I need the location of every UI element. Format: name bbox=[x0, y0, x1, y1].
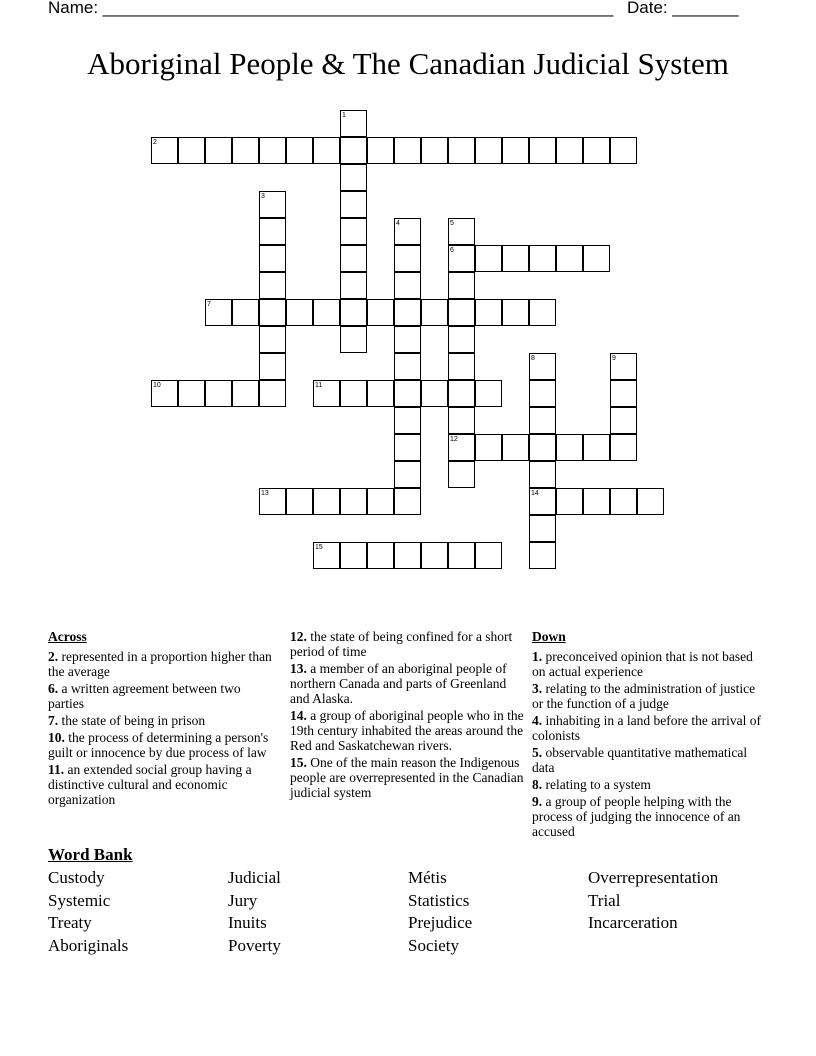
grid-cell[interactable] bbox=[259, 245, 286, 272]
grid-cell[interactable] bbox=[286, 488, 313, 515]
grid-cell[interactable] bbox=[286, 299, 313, 326]
clue-number: 3 bbox=[261, 193, 265, 200]
clue-number-label: 10. bbox=[48, 730, 65, 745]
clue-text: preconceived opinion that is not based on actual experience bbox=[532, 649, 753, 679]
clue-item bbox=[48, 713, 278, 728]
clue-number: 1 bbox=[342, 112, 346, 119]
grid-cell[interactable] bbox=[610, 137, 637, 164]
word-bank-item: Poverty bbox=[228, 936, 281, 955]
clue-number-label: 15. bbox=[290, 755, 307, 770]
grid-cell[interactable] bbox=[259, 299, 286, 326]
grid-cell[interactable] bbox=[529, 542, 556, 569]
grid-cell[interactable] bbox=[448, 137, 475, 164]
grid-cell[interactable] bbox=[367, 542, 394, 569]
grid-cell[interactable] bbox=[448, 353, 475, 380]
grid-cell[interactable] bbox=[232, 380, 259, 407]
grid-cell[interactable] bbox=[313, 137, 340, 164]
clue-item bbox=[48, 649, 278, 679]
grid-cell[interactable] bbox=[340, 164, 367, 191]
grid-cell[interactable] bbox=[394, 488, 421, 515]
grid-cell[interactable] bbox=[394, 299, 421, 326]
grid-cell[interactable] bbox=[475, 542, 502, 569]
grid-cell[interactable] bbox=[313, 299, 340, 326]
grid-cell[interactable] bbox=[502, 299, 529, 326]
word-bank-item: Society bbox=[408, 936, 459, 955]
date-field: Date: _______ bbox=[627, 0, 739, 17]
grid-cell[interactable] bbox=[556, 137, 583, 164]
grid-cell[interactable] bbox=[340, 326, 367, 353]
grid-cell[interactable] bbox=[583, 245, 610, 272]
clue-number: 15 bbox=[315, 544, 323, 551]
grid-cell[interactable] bbox=[340, 488, 367, 515]
grid-cell[interactable] bbox=[529, 245, 556, 272]
across-clues bbox=[48, 629, 278, 809]
clue-number: 6 bbox=[450, 247, 454, 254]
grid-cell[interactable] bbox=[448, 461, 475, 488]
grid-cell[interactable] bbox=[232, 299, 259, 326]
grid-cell[interactable] bbox=[448, 299, 475, 326]
clue-number-label: 3. bbox=[532, 681, 543, 696]
grid-cell[interactable] bbox=[421, 542, 448, 569]
clue-number-label: 7. bbox=[48, 713, 59, 728]
grid-cell[interactable] bbox=[340, 380, 367, 407]
grid-cell[interactable] bbox=[340, 299, 367, 326]
word-bank-item: Statistics bbox=[408, 891, 470, 910]
grid-cell[interactable] bbox=[313, 488, 340, 515]
grid-cell[interactable] bbox=[340, 542, 367, 569]
clue-number: 2 bbox=[153, 139, 157, 146]
clue-number-label: 13. bbox=[290, 661, 307, 676]
clue-text: a written agreement between two parties bbox=[48, 681, 241, 711]
grid-cell[interactable] bbox=[448, 380, 475, 407]
grid-cell[interactable] bbox=[502, 245, 529, 272]
grid-cell[interactable] bbox=[340, 272, 367, 299]
word-bank-item: Inuits bbox=[228, 913, 267, 932]
grid-cell[interactable] bbox=[205, 380, 232, 407]
grid-cell[interactable] bbox=[529, 299, 556, 326]
word-bank-item: Treaty bbox=[48, 913, 92, 932]
grid-cell[interactable] bbox=[610, 488, 637, 515]
grid-cell[interactable] bbox=[205, 137, 232, 164]
grid-cell[interactable] bbox=[340, 245, 367, 272]
word-bank-item: Overrepresentation bbox=[588, 868, 719, 887]
clue-number: 7 bbox=[207, 301, 211, 308]
grid-cell[interactable] bbox=[529, 461, 556, 488]
clue-text: inhabiting in a land before the arrival of colonists bbox=[532, 713, 762, 743]
grid-cell[interactable] bbox=[259, 380, 286, 407]
clue-number: 11 bbox=[315, 382, 323, 389]
grid-cell[interactable] bbox=[259, 218, 286, 245]
word-bank-item: Jury bbox=[228, 891, 258, 910]
grid-cell[interactable] bbox=[475, 434, 502, 461]
grid-cell[interactable] bbox=[367, 488, 394, 515]
grid-cell[interactable] bbox=[529, 380, 556, 407]
clue-item bbox=[532, 777, 762, 792]
grid-cell[interactable] bbox=[340, 137, 367, 164]
clue-item bbox=[290, 708, 526, 753]
clue-text: a group of people helping with the process of judging the innocence of an accused bbox=[532, 794, 741, 839]
clue-item bbox=[48, 730, 278, 760]
clue-item bbox=[532, 745, 762, 775]
clue-text: the process of determining a person's guilt or innocence by due process of law bbox=[48, 730, 269, 760]
grid-cell[interactable] bbox=[367, 299, 394, 326]
clue-number-label: 12. bbox=[290, 629, 307, 644]
clue-number: 5 bbox=[450, 220, 454, 227]
clue-number: 9 bbox=[612, 355, 616, 362]
word-bank-item: Systemic bbox=[48, 891, 111, 910]
grid-cell[interactable] bbox=[448, 272, 475, 299]
grid-cell[interactable] bbox=[394, 326, 421, 353]
grid-cell[interactable] bbox=[421, 137, 448, 164]
clue-number-label: 9. bbox=[532, 794, 543, 809]
across-heading: Across bbox=[48, 629, 87, 644]
clue-number: 4 bbox=[396, 220, 400, 227]
grid-cell[interactable] bbox=[529, 515, 556, 542]
grid-cell[interactable] bbox=[394, 245, 421, 272]
grid-cell[interactable] bbox=[394, 137, 421, 164]
grid-cell[interactable] bbox=[637, 488, 664, 515]
clue-item bbox=[532, 794, 762, 839]
grid-cell[interactable] bbox=[502, 137, 529, 164]
clue-item bbox=[290, 661, 526, 706]
grid-cell[interactable] bbox=[529, 407, 556, 434]
grid-cell[interactable] bbox=[475, 137, 502, 164]
grid-cell[interactable] bbox=[529, 434, 556, 461]
grid-cell[interactable] bbox=[610, 407, 637, 434]
word-bank-item: Aboriginals bbox=[48, 936, 129, 955]
clue-number: 13 bbox=[261, 490, 269, 497]
clue-number: 10 bbox=[153, 382, 161, 389]
clue-number-label: 4. bbox=[532, 713, 543, 728]
grid-cell[interactable] bbox=[583, 434, 610, 461]
grid-cell[interactable] bbox=[394, 542, 421, 569]
grid-cell[interactable] bbox=[178, 380, 205, 407]
grid-cell[interactable] bbox=[394, 407, 421, 434]
clue-item bbox=[290, 629, 526, 659]
grid-cell[interactable] bbox=[394, 461, 421, 488]
grid-cell[interactable] bbox=[340, 191, 367, 218]
clue-item bbox=[532, 649, 762, 679]
clue-item bbox=[532, 681, 762, 711]
clue-text: an extended social group having a distinctive cultural and economic organization bbox=[48, 762, 252, 807]
clue-text: relating to the administration of justice or the function of a judge bbox=[532, 681, 756, 711]
grid-cell[interactable] bbox=[259, 326, 286, 353]
name-field: Name: ______________________________________________________ bbox=[48, 0, 614, 17]
page-title: Aboriginal People & The Canadian Judicial System bbox=[87, 46, 729, 81]
clue-number-label: 2. bbox=[48, 649, 59, 664]
grid-cell[interactable] bbox=[556, 434, 583, 461]
word-bank-item: Incarceration bbox=[588, 913, 678, 932]
grid-cell[interactable] bbox=[259, 272, 286, 299]
grid-cell[interactable] bbox=[475, 299, 502, 326]
grid-cell[interactable] bbox=[367, 137, 394, 164]
word-bank-title: Word Bank bbox=[48, 845, 133, 864]
grid-cell[interactable] bbox=[394, 353, 421, 380]
clue-number-label: 1. bbox=[532, 649, 543, 664]
clue-text: observable quantitative mathematical data bbox=[532, 745, 748, 775]
down-heading: Down bbox=[532, 629, 566, 644]
grid-cell[interactable] bbox=[556, 488, 583, 515]
clue-item bbox=[48, 681, 278, 711]
clue-item bbox=[48, 762, 278, 807]
clue-number-label: 5. bbox=[532, 745, 543, 760]
grid-cell[interactable] bbox=[448, 542, 475, 569]
clue-item bbox=[532, 713, 762, 743]
grid-cell[interactable] bbox=[556, 245, 583, 272]
grid-cell[interactable] bbox=[475, 245, 502, 272]
grid-cell[interactable] bbox=[502, 434, 529, 461]
grid-cell[interactable] bbox=[583, 488, 610, 515]
word-bank-item: Trial bbox=[588, 891, 621, 910]
clue-number: 12 bbox=[450, 436, 458, 443]
clue-text: the state of being confined for a short period of time bbox=[290, 629, 513, 659]
grid-cell[interactable] bbox=[448, 326, 475, 353]
clue-number-label: 6. bbox=[48, 681, 59, 696]
clue-number-label: 14. bbox=[290, 708, 307, 723]
clue-number: 8 bbox=[531, 355, 535, 362]
word-bank-item: Prejudice bbox=[408, 913, 473, 932]
grid-cell[interactable] bbox=[286, 137, 313, 164]
grid-cell[interactable] bbox=[610, 434, 637, 461]
down-clues bbox=[532, 629, 762, 841]
grid-cell[interactable] bbox=[178, 137, 205, 164]
clue-number: 14 bbox=[531, 490, 539, 497]
clue-number-label: 8. bbox=[532, 777, 543, 792]
grid-cell[interactable] bbox=[421, 299, 448, 326]
grid-cell[interactable] bbox=[475, 380, 502, 407]
grid-cell[interactable] bbox=[232, 137, 259, 164]
grid-cell[interactable] bbox=[367, 380, 394, 407]
word-bank-item: Métis bbox=[408, 868, 447, 887]
grid-cell[interactable] bbox=[394, 272, 421, 299]
grid-cell[interactable] bbox=[448, 407, 475, 434]
word-bank-item: Custody bbox=[48, 868, 105, 887]
grid-cell[interactable] bbox=[610, 380, 637, 407]
clue-text: the state of being in prison bbox=[61, 713, 206, 728]
grid-cell[interactable] bbox=[529, 137, 556, 164]
across-clues-continued bbox=[290, 629, 526, 802]
clue-text: a member of an aboriginal people of northern Canada and parts of Greenland and Alaska. bbox=[290, 661, 507, 706]
clue-item bbox=[290, 755, 526, 800]
clue-text: a group of aboriginal people who in the 19th century inhabited the areas around the Red and Saskatchewan rivers. bbox=[290, 708, 524, 753]
clue-text: One of the main reason the Indigenous people are overrepresented in the Canadian judicial system bbox=[290, 755, 524, 800]
grid-cell[interactable] bbox=[259, 137, 286, 164]
grid-cell[interactable] bbox=[259, 353, 286, 380]
clue-text: relating to a system bbox=[545, 777, 651, 792]
grid-cell[interactable] bbox=[583, 137, 610, 164]
grid-cell[interactable] bbox=[394, 380, 421, 407]
grid-cell[interactable] bbox=[421, 380, 448, 407]
grid-cell[interactable] bbox=[340, 218, 367, 245]
grid-cell[interactable] bbox=[394, 434, 421, 461]
clue-text: represented in a proportion higher than the average bbox=[48, 649, 272, 679]
clue-number-label: 11. bbox=[48, 762, 65, 777]
word-bank-item: Judicial bbox=[228, 868, 281, 887]
